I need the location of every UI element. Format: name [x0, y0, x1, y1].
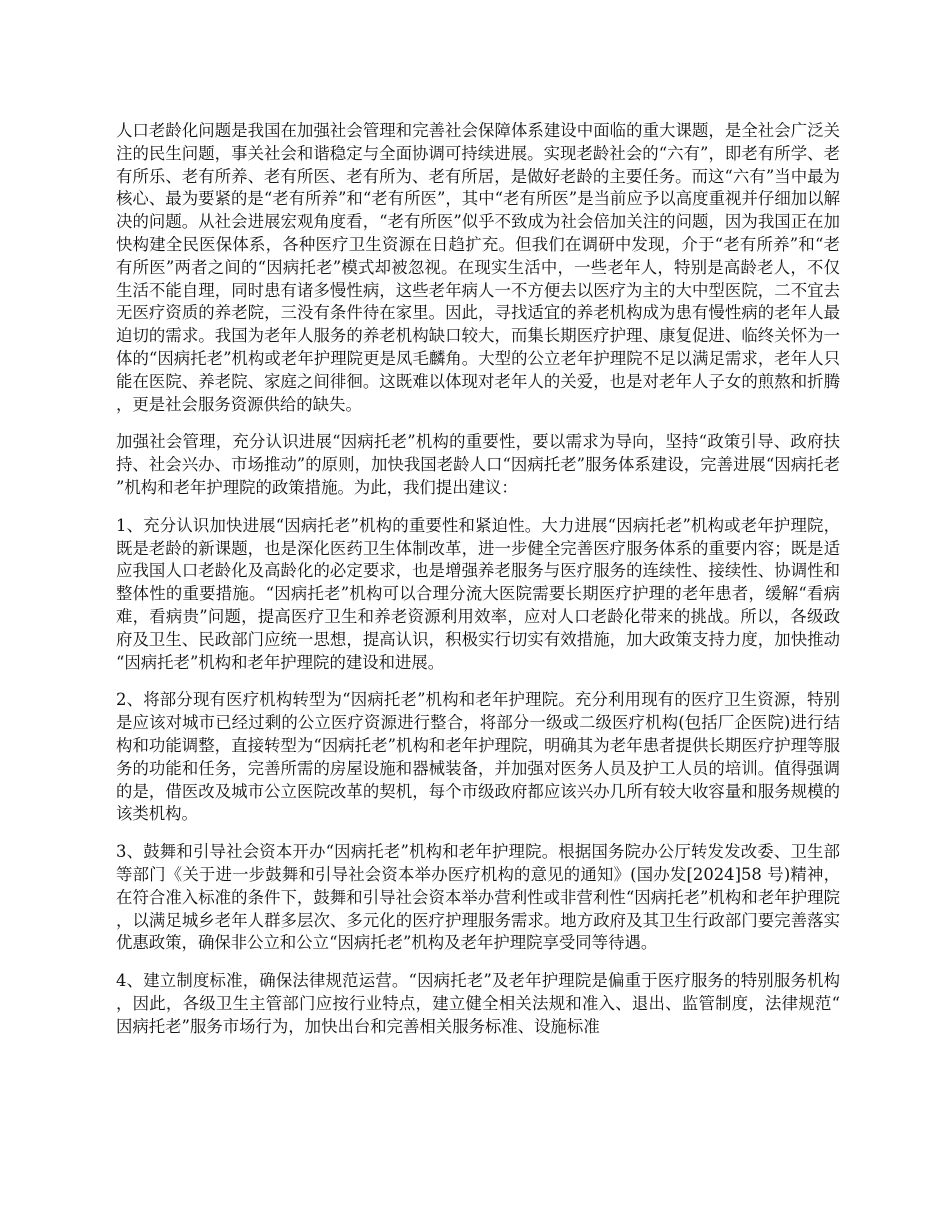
- paragraph-suggestion-4: 4、建立制度标准，确保法律规范运营。“因病托老”及老年护理院是偏重于医疗服务的特别服务机构，因此，各级卫生主管部门应按行业特点，建立健全相关法规和准入、退出、监管制度，法律规范“因病托老”服务市场行为，加快出台和完善相关服务标准、设施标准: [116, 971, 840, 1036]
- paragraph-suggestion-1: 1、充分认识加快进展“因病托老”机构的重要性和紧迫性。大力进展“因病托老”机构或老年护理院，既是老龄的新课题，也是深化医药卫生体制改革，进一步健全完善医疗服务体系的重要内容；既是适应我国人口老龄化及高龄化的必定要求，也是增强养老服务与医疗服务的连续性、接续性、协调性和整体性的重要措施。“因病托老”机构可以合理分流大医院需要长期医疗护理的老年患者，缓解“看病难，看病贵”问题，提高医疗卫生和养老资源利用效率，应对人口老龄化带来的挑战。所以，各级政府及卫生、民政部门应统一思想，提高认识，积极实行切实有效措施，加大政策支持力度，加快推动“因病托老”机构和老年护理院的建设和进展。: [116, 515, 840, 672]
- paragraph-proposal: 加强社会管理，充分认识进展“因病托老”机构的重要性，要以需求为导向，坚持“政策引导、政府扶持、社会兴办、市场推动”的原则，加快我国老龄人口“因病托老”服务体系建设，完善进展“因病托老”机构和老年护理院的政策措施。为此，我们提出建议：: [116, 432, 840, 497]
- paragraph-suggestion-3: 3、鼓舞和引导社会资本开办“因病托老”机构和老年护理院。根据国务院办公厅转发发改委、卫生部等部门《关于进一步鼓舞和引导社会资本举办医疗机构的意见的通知》(国办发[2024]58 号)精神，在符合准入标准的条件下，鼓舞和引导社会资本举办营利性或非营利性“因病托老”机构和老年护理院，以满足城乡老年人群多层次、多元化的医疗护理服务需求。地方政府及其卫生行政部门要完善落实优惠政策，确保非公立和公立“因病托老”机构及老年护理院享受同等待遇。: [116, 842, 840, 953]
- paragraph-intro: 人口老龄化问题是我国在加强社会管理和完善社会保障体系建设中面临的重大课题，是全社会广泛关注的民生问题，事关社会和谐稳定与全面协调可持续进展。实现老龄社会的“六有”，即老有所学、老有所乐、老有所养、老有所医、老有所为、老有所居，是做好老龄的主要任务。而这“六有”当中最为核心、最为要紧的是“老有所养”和“老有所医”，其中“老有所医”是当前应予以高度重视并仔细加以解决的问题。从社会进展宏观角度看，“老有所医”似乎不致成为社会倍加关注的问题，因为我国正在加快构建全民医保体系，各种医疗卫生资源在日趋扩充。但我们在调研中发现，介于“老有所养”和“老有所医”两者之间的“因病托老”模式却被忽视。在现实生活中，一些老年人，特别是高龄老人，不仅生活不能自理，同时患有诸多慢性病，这些老年病人一不方便去以医疗为主的大中型医院，二不宜去无医疗资质的养老院，三没有条件待在家里。因此，寻找适宜的养老机构成为患有慢性病的老年人最迫切的需求。我国为老年人服务的养老机构缺口较大，而集长期医疗护理、康复促进、临终关怀为一体的“因病托老”机构或老年护理院更是凤毛麟角。大型的公立老年护理院不足以满足需求，老年人只能在医院、养老院、家庭之间徘徊。这既难以体现对老年人的关爱，也是对老年人子女的煎熬和折腾，更是社会服务资源供给的缺失。: [116, 121, 840, 414]
- paragraph-suggestion-2: 2、将部分现有医疗机构转型为“因病托老”机构和老年护理院。充分利用现有的医疗卫生资源，特别是应该对城市已经过剩的公立医疗资源进行整合，将部分一级或二级医疗机构(包括厂企医院)进行结构和功能调整，直接转型为“因病托老”机构和老年护理院，明确其为老年患者提供长期医疗护理等服务的功能和任务，完善所需的房屋设施和器械装备，并加强对医务人员及护工人员的培训。值得强调的是，借医改及城市公立医院改革的契机，每个市级政府都应该兴办几所有较大收容量和服务规模的该类机构。: [116, 690, 840, 824]
- document-body: [116, 120, 840, 1053]
